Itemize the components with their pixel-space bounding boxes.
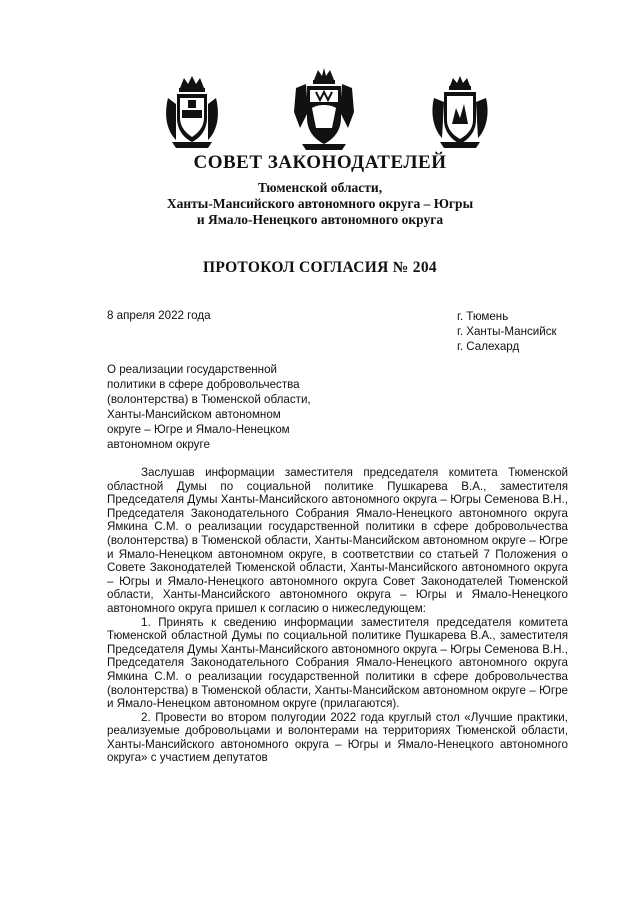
khmao-coat-of-arms-icon bbox=[292, 68, 356, 152]
cities-list bbox=[457, 309, 557, 354]
emblems-row bbox=[0, 68, 640, 152]
council-subtitle-line-2: Ханты-Мансийского автономного округа – Югры bbox=[166, 196, 474, 211]
document-subject bbox=[107, 362, 337, 452]
yanao-coat-of-arms-icon bbox=[430, 74, 490, 150]
subject-line: политики в сфере добровольчества bbox=[107, 378, 300, 391]
council-title: СОВЕТ ЗАКОНОДАТЕЛЕЙ bbox=[193, 152, 447, 173]
city-item: г. Тюмень bbox=[457, 310, 509, 323]
document-body bbox=[107, 466, 568, 765]
council-subtitle-line-3: и Ямало-Ненецкого автономного округа bbox=[196, 212, 444, 227]
council-subtitle-line-1: Тюменской области, bbox=[257, 180, 383, 195]
subject-line: (волонтерства) в Тюменской области, bbox=[107, 393, 311, 406]
body-paragraph-item-1: 1. Принять к сведению информации заместителя председателя комитета Тюменской областной Думы по социальной политике Пушкарева В.А., заместителя Председателя Думы Ханты-Мансийского автономного округа – Югры Семенова В.Н., Председателя Законодательного Собрания Ямало-Ненецкого автономного округа Ямкина С.М. о реализации государственной политики в сфере добровольчества (волонтерства) в Тюменской области, Ханты-Мансийском автономном округе – Югре и Ямало-Ненецком автономном округе (прилагаются). bbox=[107, 615, 568, 711]
subject-line: автономном округе bbox=[107, 438, 210, 451]
city-item: г. Салехард bbox=[457, 340, 520, 353]
subject-line: округе – Югре и Ямало-Ненецком bbox=[107, 423, 290, 436]
city-item: г. Ханты-Мансийск bbox=[457, 325, 557, 338]
tyumen-coat-of-arms-icon bbox=[162, 74, 222, 150]
subject-line: О реализации государственной bbox=[107, 363, 278, 376]
body-paragraph-item-2: 2. Провести во втором полугодии 2022 года круглый стол «Лучшие практики, реализуемые добровольцами и волонтерами на территориях Тюменской области, Ханты-Мансийского автономного округа – Югры и Ямало-Ненецкого автономного округа» с участием депутатов bbox=[107, 710, 568, 765]
council-heading bbox=[120, 152, 520, 228]
subject-line: Ханты-Мансийском автономном bbox=[107, 408, 281, 421]
body-paragraph-preamble: Заслушав информации заместителя председателя комитета Тюменской областной Думы по социальной политике Пушкарева В.А., заместителя Председателя Думы Ханты-Мансийского автономного округа – Югры Семенова В.Н., Председателя Законодательного Собрания Ямало-Ненецкого автономного округа Ямкина С.М. о реализации государственной политики в сфере добровольчества (волонтерства) в Тюменской области, Ханты-Мансийском автономном округе – Югре и Ямало-Ненецком автономном округе, в соответствии со статьей 7 Положения о Совете Законодателей Тюменской области, Ханты-Мансийского автономного округа – Югры и Ямало-Ненецкого автономного округа Совет Законодателей Тюменской области, Ханты-Мансийского автономного округа – Югры и Ямало-Ненецкого автономного округа пришел к согласию о нижеследующем: bbox=[107, 466, 568, 615]
document-date: 8 апреля 2022 года bbox=[107, 309, 211, 322]
protocol-title: ПРОТОКОЛ СОГЛАСИЯ № 204 bbox=[203, 259, 437, 276]
